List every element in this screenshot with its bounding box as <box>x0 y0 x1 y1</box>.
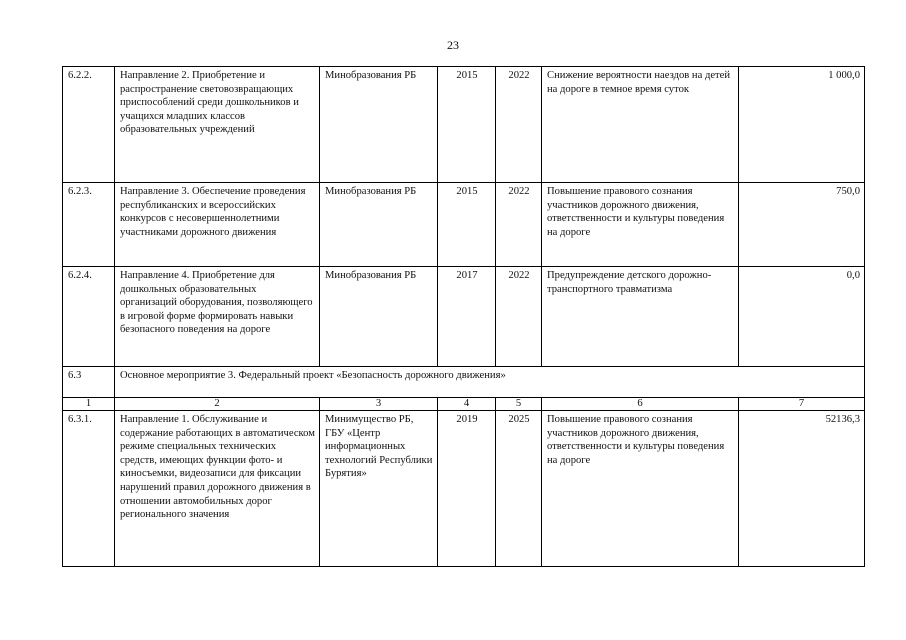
main-activity-row <box>63 367 865 398</box>
column-number: 5 <box>496 398 542 411</box>
table-row <box>63 411 865 567</box>
end-year: 2022 <box>496 67 542 183</box>
main-activity-title: Основное мероприятие 3. Федеральный проект «Безопасность дорожного движения» <box>115 367 865 398</box>
funding-amount: 750,0 <box>739 183 865 267</box>
funding-amount: 0,0 <box>739 267 865 367</box>
column-number: 6 <box>542 398 739 411</box>
table-row <box>63 183 865 267</box>
measure-name: Направление 4. Приобретение для дошкольных образовательных организаций оборудования, позволяющего в игровой форме формировать навыки безопасного поведения на дороге <box>115 267 320 367</box>
table-row <box>63 267 865 367</box>
measure-name: Направление 3. Обеспечение проведения республиканских и всероссийских конкурсов с несовершеннолетними участниками дорожного движения <box>115 183 320 267</box>
funding-amount: 1 000,0 <box>739 67 865 183</box>
row-number: 6.2.3. <box>63 183 115 267</box>
column-number: 7 <box>739 398 865 411</box>
start-year: 2015 <box>438 183 496 267</box>
measure-name: Направление 1. Обслуживание и содержание работающих в автоматическом режиме специальных технических средств, имеющих функции фото- и киносъемки, видеозаписи для фиксации нарушений правил дорожного движения в отношении автомобильных дорог регионального значения <box>115 411 320 567</box>
row-number: 6.2.2. <box>63 67 115 183</box>
row-number: 6.2.4. <box>63 267 115 367</box>
executor: Минимущество РБ, ГБУ «Центр информационных технологий Республики Бурятия» <box>320 411 438 567</box>
expected-result: Снижение вероятности наездов на детей на дороге в темное время суток <box>542 67 739 183</box>
column-number-row <box>63 398 865 411</box>
row-number: 6.3.1. <box>63 411 115 567</box>
expected-result: Предупреждение детского дорожно-транспортного травматизма <box>542 267 739 367</box>
executor: Минобразования РБ <box>320 267 438 367</box>
end-year: 2025 <box>496 411 542 567</box>
expected-result: Повышение правового сознания участников дорожного движения, ответственности и культуры поведения на дороге <box>542 411 739 567</box>
start-year: 2019 <box>438 411 496 567</box>
expected-result: Повышение правового сознания участников дорожного движения, ответственности и культуры поведения на дороге <box>542 183 739 267</box>
column-number: 3 <box>320 398 438 411</box>
table-row <box>63 67 865 183</box>
program-table <box>62 66 865 567</box>
measure-name: Направление 2. Приобретение и распространение световозвращающих приспособлений среди дошкольников и учащихся младших классов образовательных учреждений <box>115 67 320 183</box>
end-year: 2022 <box>496 183 542 267</box>
executor: Минобразования РБ <box>320 67 438 183</box>
column-number: 4 <box>438 398 496 411</box>
executor: Минобразования РБ <box>320 183 438 267</box>
start-year: 2015 <box>438 67 496 183</box>
row-number: 6.3 <box>63 367 115 398</box>
start-year: 2017 <box>438 267 496 367</box>
end-year: 2022 <box>496 267 542 367</box>
funding-amount: 52136,3 <box>739 411 865 567</box>
column-number: 2 <box>115 398 320 411</box>
column-number: 1 <box>63 398 115 411</box>
page-number: 23 <box>447 38 459 52</box>
